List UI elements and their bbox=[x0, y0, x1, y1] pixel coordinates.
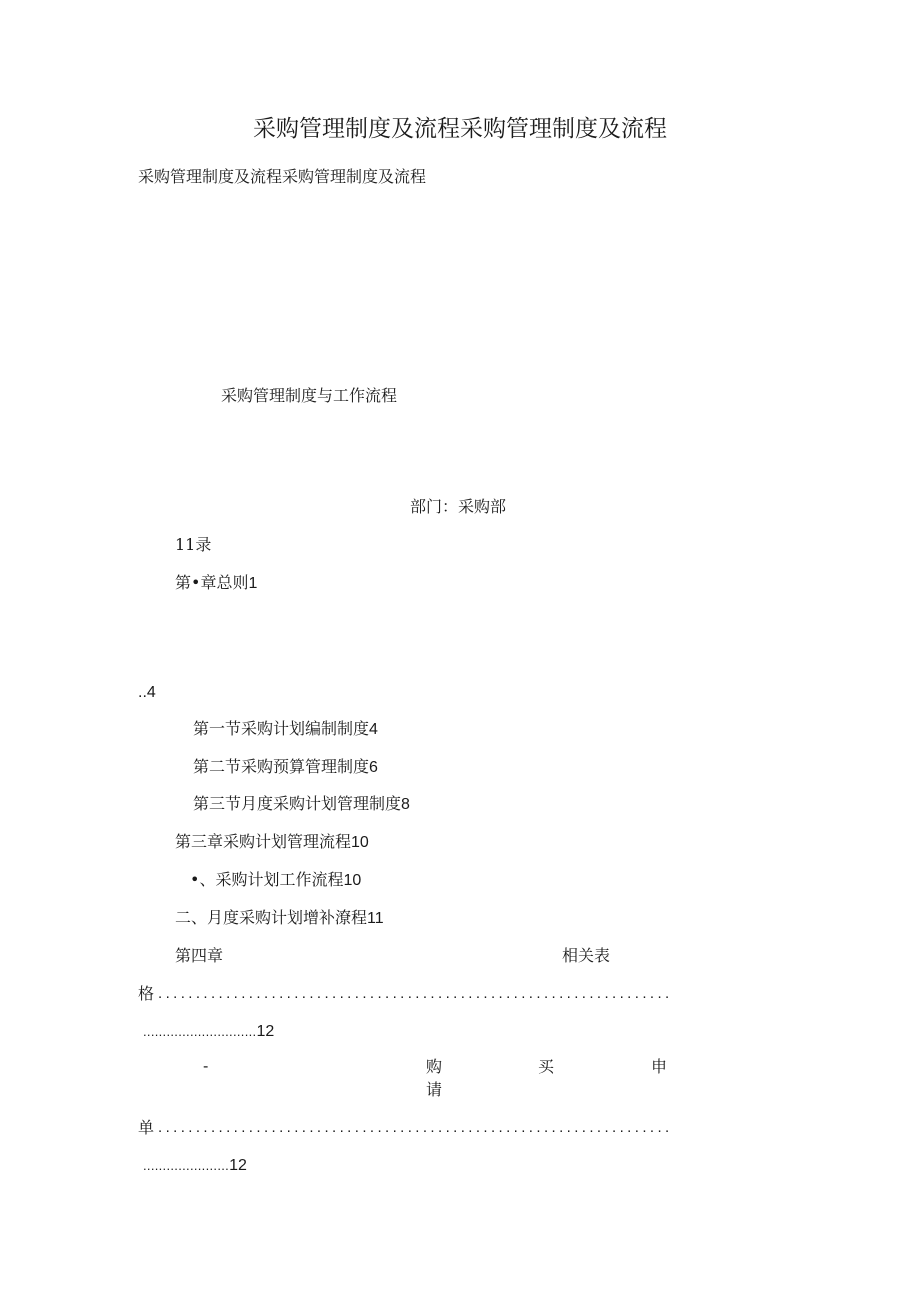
toc-form-1-page: 12 bbox=[229, 1157, 247, 1174]
toc-form-1-char-2[interactable]: 买 bbox=[538, 1057, 555, 1076]
toc-chapter-4-leader-2: ............................. bbox=[143, 1024, 257, 1039]
toc-chapter-4-leader: .................................................................... bbox=[158, 985, 673, 1002]
toc-form-1-leader-2: ...................... bbox=[143, 1158, 230, 1173]
toc-section-2-label: 第二节采购预算管理制度 bbox=[193, 757, 370, 776]
toc-chapter-4-page: 12 bbox=[256, 1023, 275, 1040]
toc-chapter-4-label-right[interactable]: 相关表 bbox=[562, 946, 611, 965]
toc-form-1-page-line[interactable] bbox=[143, 1155, 247, 1176]
toc-chapter-1-page: 1 bbox=[248, 575, 258, 592]
toc-section-1-label: 第一节采购计划编制制度 bbox=[193, 719, 370, 738]
toc-section-1[interactable] bbox=[193, 719, 378, 740]
document-title: 采购管理制度及流程采购管理制度及流程 bbox=[253, 116, 667, 142]
toc-section-3-label: 第三节月度采购计划管理制度 bbox=[193, 794, 402, 813]
toc-section-3-page: 8 bbox=[401, 796, 410, 813]
toc-section-2[interactable] bbox=[193, 757, 378, 778]
toc-section-1-page: 4 bbox=[369, 721, 378, 738]
toc-chapter-1-label: 第•章总则 bbox=[175, 573, 249, 592]
toc-chapter-1[interactable] bbox=[175, 573, 257, 594]
toc-form-1-char-3[interactable]: 申 bbox=[651, 1057, 668, 1076]
toc-item-1-page: 10 bbox=[343, 872, 362, 889]
toc-chapter-3[interactable] bbox=[175, 832, 369, 853]
toc-chapter-2-page[interactable]: ..4 bbox=[138, 684, 156, 701]
department-label: 部门：采购部 bbox=[410, 497, 507, 516]
toc-label: 11录 bbox=[175, 535, 212, 554]
document-heading: 采购管理制度与工作流程 bbox=[221, 386, 398, 405]
toc-chapter-3-page: 10 bbox=[351, 834, 369, 851]
document-subtitle: 采购管理制度及流程采购管理制度及流程 bbox=[138, 167, 427, 186]
toc-section-3[interactable] bbox=[193, 794, 410, 815]
toc-item-2-label: 二、月度采购计划增补潦程 bbox=[175, 908, 368, 927]
toc-item-1-label: •、采购计划工作流程 bbox=[190, 870, 344, 889]
toc-chapter-4-label-left[interactable]: 第四章 bbox=[175, 946, 224, 965]
toc-section-2-page: 6 bbox=[369, 759, 378, 776]
toc-form-1-leader: .................................................................... bbox=[158, 1119, 673, 1136]
toc-item-2[interactable] bbox=[175, 908, 384, 929]
toc-item-1[interactable] bbox=[190, 870, 361, 891]
toc-form-1-char-1[interactable]: 购 bbox=[426, 1057, 443, 1076]
toc-chapter-4-page-line[interactable] bbox=[143, 1021, 274, 1042]
toc-chapter-4-label-wrap: 格 bbox=[138, 984, 155, 1003]
toc-form-1-dash: - bbox=[203, 1058, 209, 1075]
toc-form-1-char-4[interactable]: 请 bbox=[426, 1080, 443, 1099]
toc-chapter-3-label: 第三章采购计划管理流程 bbox=[175, 832, 352, 851]
toc-form-1-wrap: 单 bbox=[138, 1118, 155, 1137]
toc-item-2-page: 11 bbox=[367, 910, 384, 927]
